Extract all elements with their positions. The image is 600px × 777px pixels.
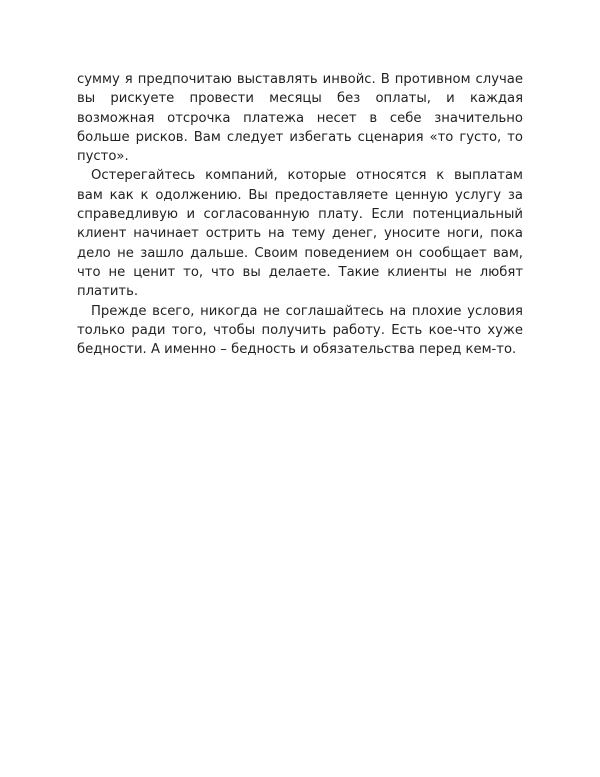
paragraph-continuation: сумму я предпочитаю выставлять инвойс. В противном случае вы рискуете провести месяцы без оплаты, и каждая возможная отсрочка платежа несет в себе значительно больше рисков. Вам следует избегать сценария «то густо, то пусто». [77, 72, 523, 165]
paragraph-companies-warning: Остерегайтесь компаний, которые относятся к выплатам вам как к одолжению. Вы предоставляете ценную услугу за справедливую и согласованную плату. Если потенциальный клиент начинает острить на тему денег, уносите ноги, пока дело не зашло дальше. Своим поведением он сообщает вам, что не ценит то, что вы делаете. Такие клиенты не любят платить. [77, 168, 523, 300]
paragraph-bad-terms: Прежде всего, никогда не соглашайтесь на плохие условия только ради того, чтобы получить работу. Есть кое-что хуже бедности. А именно – бедность и обязательства перед кем-то. [77, 303, 523, 358]
body-text [77, 70, 523, 359]
